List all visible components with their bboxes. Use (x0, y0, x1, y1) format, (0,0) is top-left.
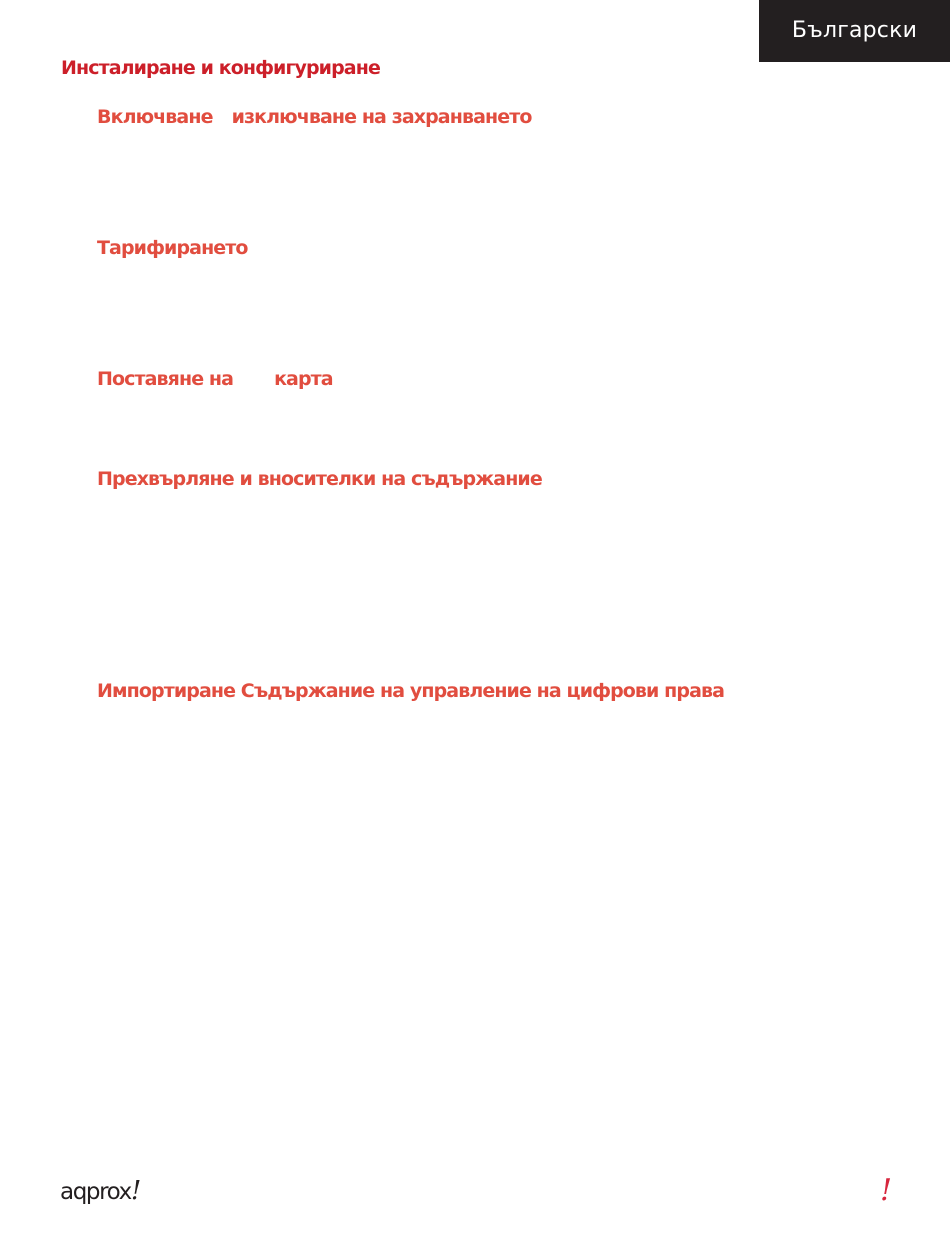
section-heading-charging-part1: Тарифирането (97, 237, 248, 259)
section-heading-transfer (97, 468, 542, 490)
footer-logo (60, 1177, 141, 1206)
footer-logo-text: aqprox (60, 1179, 131, 1205)
section-heading-transfer-part1: Прехвърляне и вносителки на съдържание (97, 468, 542, 490)
section-heading-drm-part1: Импортиране Съдържание на управление на цифрови права (97, 680, 725, 702)
section-heading-power-part1: Включване (97, 106, 213, 128)
section-heading-drm (97, 680, 724, 702)
section-heading-power-part2: изключване на захранването (231, 106, 532, 128)
section-heading-card (97, 368, 333, 390)
language-tab: Български (759, 0, 950, 62)
footer-logo-mark: ! (130, 1176, 142, 1206)
section-heading-card-part1: Поставяне на (97, 368, 234, 390)
page-title: Инсталиране и конфигуриране (61, 57, 380, 79)
section-heading-card-part2: карта (274, 368, 333, 390)
section-heading-power (97, 106, 532, 128)
footer-page-mark: ! (880, 1173, 893, 1208)
section-heading-charging (97, 237, 248, 259)
